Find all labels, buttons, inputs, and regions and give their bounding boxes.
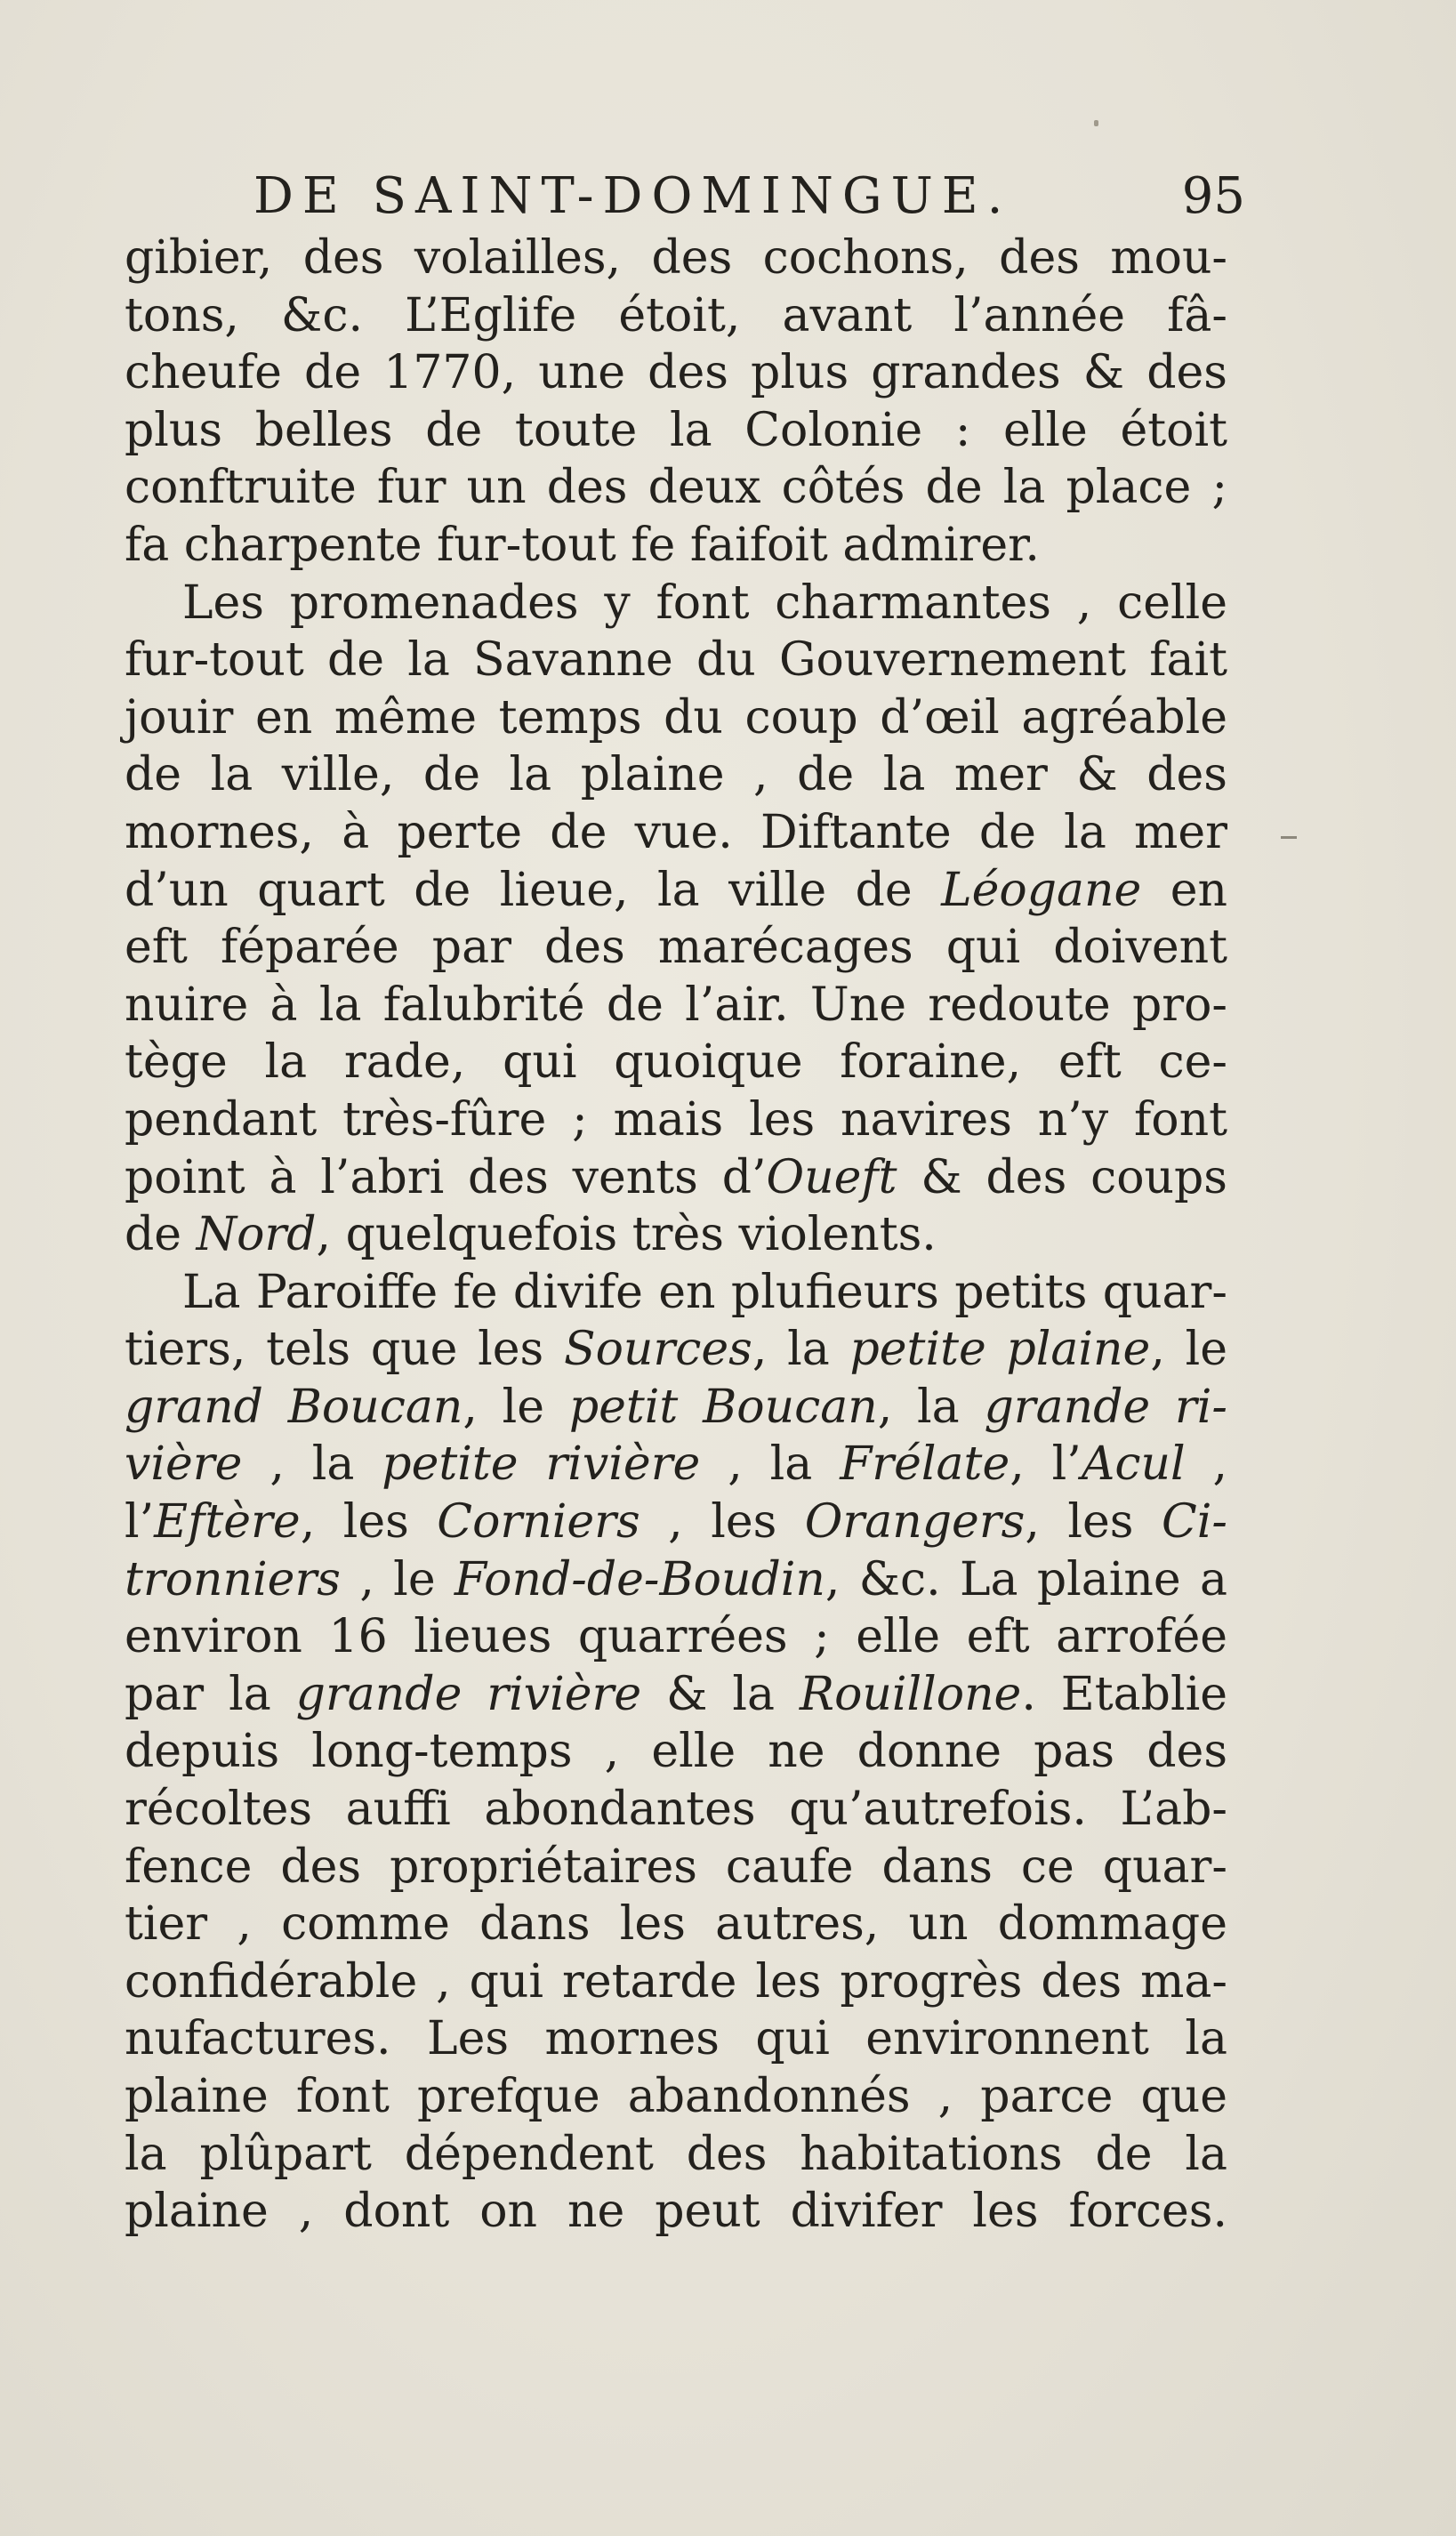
text-line	[125, 287, 1227, 345]
text-line	[125, 919, 1227, 977]
text-line	[125, 1034, 1227, 1091]
text-run: cheufe de 1770, une des plus grandes & des	[125, 346, 1227, 400]
text-run: , les	[300, 1495, 438, 1550]
text-run: , les	[1025, 1495, 1162, 1550]
text-line	[125, 344, 1227, 402]
italic-text: tronniers	[125, 1552, 341, 1606]
text-line	[125, 1551, 1227, 1609]
text-run: nufactures. Les mornes qui environnent la	[125, 2012, 1227, 2066]
italic-text: Acul	[1081, 1437, 1186, 1492]
text-run: ,	[1185, 1437, 1228, 1492]
italic-text: vière	[125, 1437, 243, 1492]
text-run: , la	[877, 1380, 985, 1434]
italic-text: Oueft	[766, 1150, 897, 1204]
text-line	[125, 804, 1227, 862]
margin-mark	[1281, 836, 1297, 839]
italic-text: Ci-	[1161, 1495, 1227, 1550]
text-run: plaine font prefque abandonnés , parce que	[125, 2070, 1227, 2123]
text-run: & la	[641, 1667, 800, 1721]
text-run: d’un quart de lieue, la ville de	[125, 863, 942, 917]
text-run: , le	[463, 1380, 569, 1434]
text-run: fence des propriétaires caufe dans ce quar-	[125, 1840, 1227, 1894]
italic-text: Frélate	[840, 1437, 1010, 1492]
italic-text: grand Boucan	[125, 1380, 463, 1434]
text-run: , la	[242, 1437, 382, 1492]
text-run: récoltes auffi abondantes qu’autrefois. L’ab-	[125, 1783, 1227, 1837]
italic-text: Fond-de-Boudin	[454, 1552, 825, 1606]
text-run: par la	[125, 1667, 296, 1721]
text-run: tier , comme dans les autres, un dommage	[125, 1897, 1227, 1952]
text-line	[125, 229, 1227, 287]
text-run: conftruite fur un des deux côtés de la place ;	[125, 461, 1227, 515]
text-line	[125, 1723, 1227, 1781]
text-line	[125, 1953, 1227, 2011]
italic-text: grande rivière	[295, 1667, 642, 1721]
text-run: , la	[752, 1323, 850, 1377]
text-line	[125, 1264, 1227, 1322]
text-line	[125, 2068, 1227, 2126]
italic-text: petite plaine	[849, 1323, 1151, 1377]
text-run: tons, &c. L’Eglife étoit, avant l’année fâ-	[125, 288, 1227, 342]
text-line	[125, 1436, 1227, 1493]
text-line	[125, 2010, 1227, 2068]
text-line	[125, 1379, 1227, 1437]
text-line	[125, 402, 1227, 460]
paper-speck	[1094, 120, 1098, 126]
text-run: La Paroiffe fe divife en plufieurs petits quar-	[182, 1265, 1227, 1319]
text-run: , le	[1150, 1323, 1227, 1377]
text-line	[125, 1666, 1227, 1724]
running-title: DE SAINT-DOMINGUE.	[253, 167, 1012, 225]
text-run: nuire à la falubrité de l’air. Une redoute pro-	[125, 978, 1227, 1032]
text-run: en	[1141, 863, 1227, 917]
text-run: fur-tout de la Savanne du Gouvernement fait	[125, 633, 1227, 688]
text-run: gibier, des volailles, des cochons, des mou-	[125, 231, 1227, 285]
italic-text: grande ri-	[984, 1380, 1227, 1434]
text-line	[125, 1839, 1227, 1896]
text-run: , les	[640, 1495, 805, 1550]
text-run: l’	[125, 1495, 155, 1550]
text-line	[125, 1149, 1227, 1207]
text-run: confidérable , qui retarde les progrès des ma-	[125, 1954, 1227, 2009]
page-header	[253, 167, 1245, 229]
text-run: jouir en même temps du coup d’œil agréable	[125, 690, 1227, 745]
italic-text: Nord	[196, 1208, 317, 1262]
text-line	[125, 1206, 1227, 1264]
text-run: fa charpente fur-tout fe faifoit admirer.	[125, 518, 1040, 572]
text-line	[125, 459, 1227, 517]
text-run: depuis long-temps , elle ne donne pas des	[125, 1725, 1227, 1779]
text-run: , le	[341, 1552, 454, 1606]
italic-text: petit Boucan	[568, 1380, 878, 1434]
text-line	[125, 517, 1227, 575]
text-run: , &c. La plaine a	[825, 1552, 1227, 1606]
text-run: , l’	[1010, 1437, 1082, 1492]
italic-text: Sources	[563, 1323, 752, 1377]
text-run: plaine , dont on ne peut divifer les forces.	[125, 2185, 1227, 2239]
text-run: environ 16 lieues quarrées ; elle eft arrofée	[125, 1610, 1227, 1664]
italic-text: Eftère	[154, 1495, 301, 1550]
text-run: mornes, à perte de vue. Diftante de la mer	[125, 805, 1227, 859]
text-run: de	[125, 1208, 197, 1262]
text-line	[125, 689, 1227, 747]
text-run: , quelquefois très violents.	[316, 1208, 937, 1262]
text-line	[125, 632, 1227, 689]
text-line	[125, 575, 1227, 632]
italic-text: Orangers	[804, 1495, 1026, 1550]
italic-text: Léogane	[941, 863, 1142, 917]
text-line	[125, 862, 1227, 920]
text-line	[125, 1781, 1227, 1839]
text-line	[125, 746, 1227, 804]
text-line	[125, 2126, 1227, 2184]
italic-text: Rouillone	[799, 1667, 1022, 1721]
body-text	[125, 229, 1227, 2241]
text-run: la plûpart dépendent des habitations de la	[125, 2127, 1227, 2181]
text-run: tiers, tels que les	[125, 1323, 564, 1377]
text-run: plus belles de toute la Colonie : elle étoit	[125, 403, 1227, 457]
page-number: 95	[1181, 167, 1245, 225]
text-run: eft féparée par des marécages qui doivent	[125, 921, 1227, 975]
text-run: de la ville, de la plaine , de la mer & des	[125, 748, 1227, 802]
text-line	[125, 1091, 1227, 1149]
text-line	[125, 1321, 1227, 1379]
text-run: Les promenades y font charmantes , celle	[182, 576, 1227, 630]
italic-text: Corniers	[437, 1495, 640, 1550]
text-run: point à l’abri des vents d’	[125, 1150, 767, 1204]
text-line	[125, 2183, 1227, 2241]
text-run: . Etablie	[1021, 1667, 1227, 1721]
text-run: , la	[700, 1437, 841, 1492]
text-run: & des coups	[897, 1150, 1227, 1204]
text-run: pendant très-fûre ; mais les navires n’y font	[125, 1092, 1227, 1147]
italic-text: petite rivière	[382, 1437, 701, 1492]
text-line	[125, 1896, 1227, 1953]
text-line	[125, 977, 1227, 1035]
text-line	[125, 1493, 1227, 1551]
text-run: tège la rade, qui quoique foraine, eft ce-	[125, 1035, 1227, 1090]
text-line	[125, 1608, 1227, 1666]
